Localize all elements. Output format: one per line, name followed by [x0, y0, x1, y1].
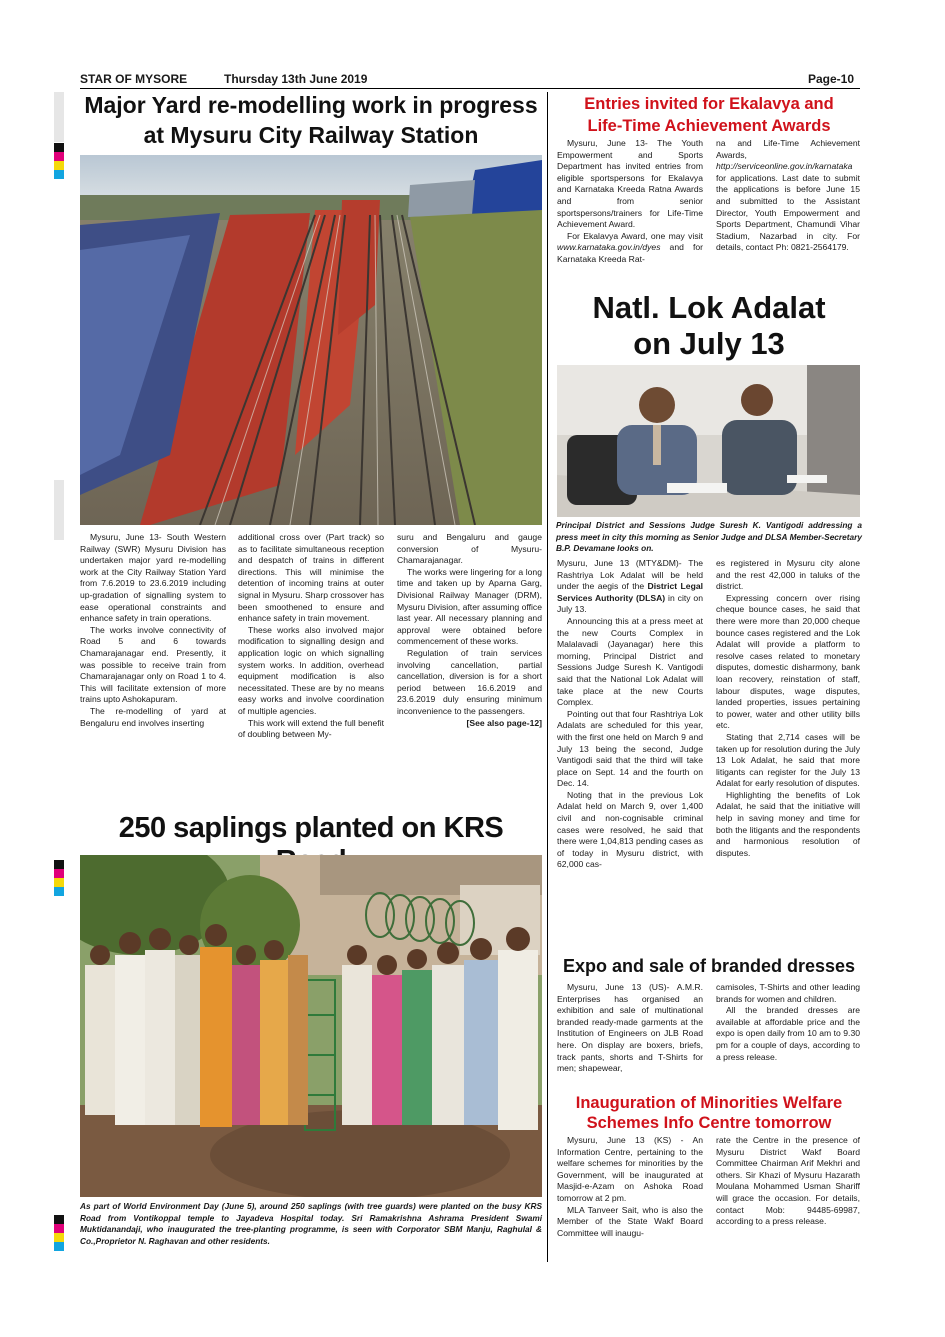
saplings-photo — [80, 855, 542, 1197]
column-divider — [547, 92, 548, 1262]
lok-adalat-col1-para4: Noting that in the previous Lok Adalat held on March 9, over 1,400 civil and non-cognisable criminal cases were resolved, he said that there were 1,04,813 pending cases as of today in Mysuru district, with 62,000 cas- — [557, 789, 703, 870]
registration-marks-top — [54, 143, 64, 179]
awards-col1-para1: Mysuru, June 13- The Youth Empowerment and Sports Department has invited entries from eligible sportspersons for Ekalavya and Karnataka Kreeda Ratna Awards and from senior sportspersons/trainers for Life-Time Achievement Award. — [557, 138, 703, 230]
railway-column-3 — [397, 532, 542, 812]
lok-adalat-col1-para2: Announcing this at a press meet at the new Courts Complex in Malalavadi (Jayanagar) here this morning, Principal District and Sessions Judge Suresh K. Vantigodi said that the National Lok Adalat will take place at the new Courts Complex. — [557, 615, 703, 708]
page-number: Page-10 — [808, 72, 855, 86]
expo-column-1 — [557, 982, 703, 1092]
dlsa-bold-text: District Legal Services Authority (DLSA) — [557, 581, 703, 603]
saplings-caption: As part of World Environment Day (June 5), around 250 saplings (with tree guards) were planted on the busy KRS Road from Vontikoppal temple to Jayadeva Hospital today. Sri Ramakrishna Ashrama President Swami Muktidanandaji, who inaugurated the tree-planting programme, is seen with Corporator SBM Manju, Raghulal & Co.,Proprietor N. Raghavan and other residents. — [80, 1201, 542, 1246]
lok-adalat-col2-para3: Stating that 2,714 cases will be taken up for resolution during the July 13 Lok Adalat, he said that more litigants can register for the July 13 Adalat for early resolution of disputes. — [716, 731, 860, 789]
awards-col1-para2-tail: and for Karnataka Kreeda Rat- — [557, 242, 703, 264]
saplings-headline: 250 saplings planted on KRS — [118, 812, 504, 844]
railway-headline-line1: Major Yard re-modelling work in progress — [84, 92, 538, 118]
lok-adalat-col2-para1: es registered in Mysuru city alone and the rest 42,000 in taluks of the district. — [716, 558, 860, 592]
railway-col2-para1: additional cross over (Part track) so as to facilitate simultaneous reception and despatch of trains in different directions. This will minimise the detention of incoming trains at outer signal in Mysuru. Sharp crossover has been smoothened to ensure and enhance safety in train movement. — [238, 532, 384, 624]
awards-column-2 — [716, 138, 860, 290]
dyes-website-link[interactable]: www.karnataka.gov.in/dyes — [557, 242, 661, 253]
lok-adalat-caption: Principal District and Sessions Judge Suresh K. Vantigodi addressing a press meet in city this morning as Senior Judge and DLSA Member-Secretary B.P. Devamane looks on. — [556, 520, 862, 553]
minorities-headline-line2: Schemes Info Centre tomorrow — [586, 1114, 832, 1132]
lok-adalat-col1-para3: Pointing out that four Rashtriya Lok Adalats are scheduled for this year, with the first one held on March 9 and July 13 being the second, Judge Vantigodi said that the third will take place on Sept. 14 and the fourth on Dec. 14. — [557, 708, 703, 789]
railway-col2-para2: These works also involved major modification to signalling design and application logic on which signalling system works. In addition, overhead equipment modification is also necessitated. These are by no means easy works and involve coordination of multiple agencies. — [238, 624, 384, 716]
expo-headline: Expo and sale of branded dresses — [562, 956, 856, 976]
awards-column-1 — [557, 138, 703, 290]
minorities-col2-para1: rate the Centre in the presence of Mysuru District Wakf Board Committee Chairman Arif Mekhri and others. Sir Khazi of Mysuru Hazarath Moulana Mohammed Usman Shariff will grace the occasion. For details, contact Mob: 94485-69987, according to a press release. — [716, 1135, 860, 1227]
registration-marks-mid — [54, 860, 64, 896]
newspaper-name: STAR OF MYSORE — [80, 72, 188, 86]
press-meet-photo — [557, 365, 860, 517]
awards-col2-lead: na and Life-Time Achievement Awards, — [716, 138, 860, 160]
lok-adalat-lead: Mysuru, June 13 (MTY&DM)- The Rashtriya Lok Adalat will be held under the aegis of the — [557, 558, 703, 592]
printer-gray-strip-mid — [54, 480, 64, 540]
railway-column-1 — [80, 532, 226, 812]
lok-adalat-column-1 — [557, 558, 703, 953]
minorities-headline-line1: Inauguration of Minorities Welfare — [575, 1094, 843, 1112]
railway-col1-para1: Mysuru, June 13- South Western Railway (SWR) Mysuru Division has undertaken major yard re-modelling work at the City Railway Station Yard from 7.6.2019 to 23.6.2019 including up-gradation of signalling system to ease operational constraints and enhance safety in train operations. — [80, 532, 226, 624]
lok-adalat-headline-line1: Natl. Lok Adalat — [592, 290, 826, 325]
printer-gray-strip-top — [54, 92, 64, 142]
expo-col2-para2: All the branded dresses are available at affordable price and the expo is open daily from 10 am to 9.30 pm for a couple of days, according to a press release. — [716, 1005, 860, 1062]
railway-column-2 — [238, 532, 384, 812]
minorities-column-1 — [557, 1135, 703, 1260]
registration-marks-bottom — [54, 1215, 64, 1251]
railway-headline-line2: at Mysuru City Railway Station — [143, 122, 479, 148]
issue-date: Thursday 13th June 2019 — [224, 72, 368, 86]
lok-adalat-col2-para4: Highlighting the benefits of Lok Adalat, he said that the initiative will help in saving money and time for both the litigants and the respondents and harmonious resolution of disputes. — [716, 789, 860, 858]
lok-adalat-lead-tail: in city on July 13. — [557, 592, 703, 615]
awards-headline-line2: Life-Time Achievement Awards — [587, 117, 831, 135]
lok-adalat-column-2 — [716, 558, 860, 953]
see-also-link[interactable]: [See also page-12] — [466, 717, 542, 728]
lok-adalat-col1-para1 — [557, 558, 703, 616]
expo-column-2 — [716, 982, 860, 1092]
awards-col2-tail: for applications. Last date to submit the applications is before June 15 and submitted to the Assistant Director, Youth Empowerment and Sports Department, Chamundi Vihar Stadium, Nazarbad in city. For details, contact Ph: 0821-2564179. — [716, 172, 860, 253]
minorities-col1-para2: MLA Tanveer Sait, who is also the Member of the State Wakf Board Committee will inaugu- — [557, 1204, 703, 1238]
railway-col1-para2: The works involve connectivity of Road 5 and 6 towards Chamarajanagar end. Presently, it was possible to receive train from Chamarajanagar only on Road 1 to 4. This will facilitate extension of more trains upto Ashokapuram. — [80, 624, 226, 705]
lok-adalat-col2-para2: Expressing concern over rising cheque bounce cases, he said that there were more than 20,000 cheque bounce cases registered and the Lok Adalat will provide a platform to resolve cases related to monetary disputes, domestic disharmony, bank loan recovery, reinstation of staff, labour disputes, wage disputes, landed properties, issues pertaining to power, water and other utility bills etc. — [716, 592, 860, 731]
railway-col3-para2: The works were lingering for a long time and taken up by Aparna Garg, Divisional Railway Manager (DRM), Mysuru Division, after assuming office last year. All necessary planning and approval were obtained before commencement of these works. — [397, 566, 542, 647]
railway-col3-para3: Regulation of train services involving cancellation, partial cancellation, diversion is for a short period between 16.6.2019 and 23.6.2019 duly ensuring minimum inconvenience to the passengers. — [397, 647, 542, 716]
expo-col1-para1: Mysuru, June 13 (US)- A.M.R. Enterprises has organised an exhibition and sale of multinational branded ready-made garments at the Institution of Engineers on JLB Road here. On display are boxers, briefs, track pants, shorts and T-Shirts for men; shapewear, — [557, 982, 703, 1074]
minorities-column-2 — [716, 1135, 860, 1260]
awards-col2-para1 — [716, 138, 860, 254]
awards-col1-para2: For Ekalavya Award, one may visit www.karnataka.gov.in/dyes and for Karnataka Kreeda Rat- — [557, 230, 703, 264]
serviceonline-link[interactable]: http://serviceonline.gov.in/karnataka — [716, 161, 853, 172]
header-rule — [80, 88, 860, 89]
lok-adalat-headline-line2: on July 13 — [633, 326, 785, 361]
railway-col3-para1: suru and Bengaluru and gauge conversion of Mysuru- Chamarajanagar. — [397, 532, 542, 566]
awards-headline-line1: Entries invited for Ekalavya and — [584, 95, 834, 113]
railway-col2-para3: This work will extend the full benefit of doubling between My- — [238, 717, 384, 740]
railway-yard-photo — [80, 155, 542, 525]
expo-col2-para1: camisoles, T-Shirts and other leading brands for women and children. — [716, 982, 860, 1004]
minorities-col1-para1: Mysuru, June 13 (KS) - An Information Centre, pertaining to the welfare schemes for minorities by the Government, will be inaugurated at Masjid-e-Azam on Ashoka Road tomorrow at 2 pm. — [557, 1135, 703, 1203]
railway-col1-para3: The re-modelling of yard at Bengaluru end involves inserting — [80, 705, 226, 728]
